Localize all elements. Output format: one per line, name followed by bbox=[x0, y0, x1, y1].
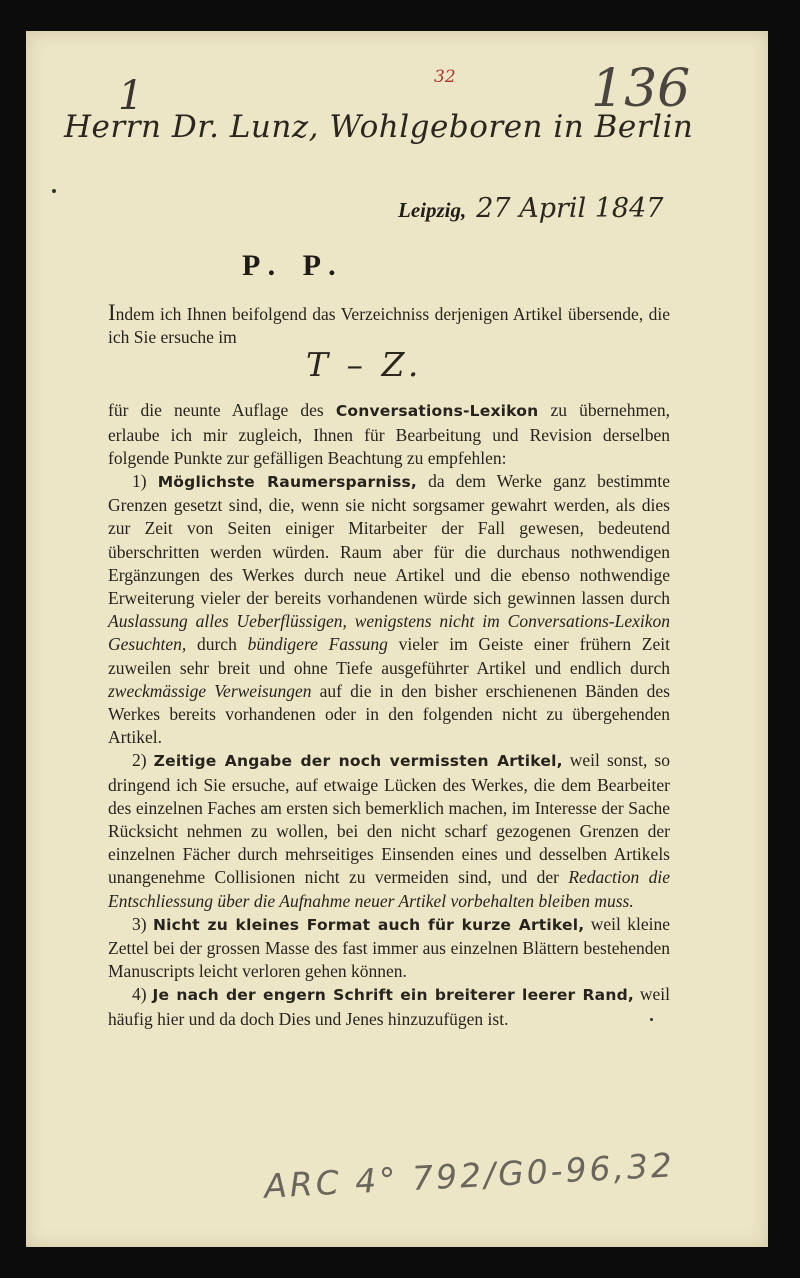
intro-bold-title: Conversations-Lexikon bbox=[335, 402, 539, 421]
point-italic: Auslassung alles Ueberflüssigen, wenigstens nicht im Conversations-Lexikon Gesuchten, bbox=[108, 611, 670, 655]
dateline-date-handwritten: 27 April 1847 bbox=[476, 193, 664, 224]
handwritten-number-left: 1 bbox=[118, 73, 144, 119]
point-heading: Möglichste Raumersparniss, bbox=[157, 473, 418, 492]
point-number: 4) bbox=[132, 984, 147, 1005]
point-4 bbox=[108, 983, 670, 1030]
point-3 bbox=[108, 913, 670, 984]
handwritten-number-right: 136 bbox=[591, 59, 691, 119]
ink-spot bbox=[650, 1018, 653, 1021]
point-number: 3) bbox=[132, 913, 147, 934]
point-number: 2) bbox=[132, 750, 147, 771]
point-text: auf die in den bisher erschienenen Bänden des Werkes bereits vorhandenen oder in den folgenden nicht zu übergehenden Artikel. bbox=[108, 680, 670, 748]
point-italic: zweckmässige Verweisungen bbox=[108, 680, 312, 701]
intro-initial: I bbox=[108, 300, 116, 325]
dateline-city: Leipzig, bbox=[398, 198, 467, 222]
ink-spot bbox=[52, 189, 56, 193]
intro-text-2: für die neunte Auflage des bbox=[108, 400, 336, 421]
letter-body bbox=[108, 301, 670, 1031]
dateline bbox=[398, 193, 663, 224]
point-italic: bündigere Fassung bbox=[247, 634, 388, 655]
salutation: P. P. bbox=[242, 249, 346, 282]
point-heading: Je nach der engern Schrift ein breiterer leerer Rand, bbox=[152, 986, 634, 1005]
point-heading: Zeitige Angabe der noch vermissten Artikel, bbox=[153, 752, 563, 771]
handwritten-subject: T – Z. bbox=[306, 345, 423, 385]
handwritten-addressee: Herrn Dr. Lunz, Wohlgeboren in Berlin bbox=[64, 109, 694, 145]
point-text: weil kleine Zettel bei der grossen Masse des fast immer aus einzelnen Blättern bestehenden Manuscripts leicht verloren gehen können. bbox=[108, 913, 670, 982]
point-italic: Redaction die Entschliessung über die Aufnahme neuer Artikel vorbehalten bleiben muss. bbox=[108, 867, 671, 911]
point-text: da dem Werke ganz bestimmte Grenzen gesetzt sind, die, wenn sie nicht sorgsamer gewahrt werden, als dies zur Zeit von Seiten einiger Mitarbeiter der Fall gewesen, bedeutend überschritten werden würden. Raum aber für die durchaus nothwendigen Ergänzungen des Werkes durch neue Artikel und die ebenso nothwendige Erweiterung vieler der bereits vorhandenen würde sich gewinnen lassen durch bbox=[108, 471, 671, 609]
intro-text-1: ndem ich Ihnen beifolgend das Verzeichniss derjenigen Artikel übersende, die ich Sie ersuche im bbox=[108, 304, 670, 348]
archive-shelfmark: ARC 4° 792/G0-96,32 bbox=[263, 1145, 676, 1206]
folio-number-red: 32 bbox=[434, 67, 456, 87]
point-text: vieler im Geiste einer frühern Zeit zuweilen sehr breit und ohne Tiefe ausgeführter Artikel und endlich durch bbox=[108, 634, 670, 678]
point-heading: Nicht zu kleines Format auch für kurze Artikel, bbox=[152, 915, 585, 934]
intro-paragraph bbox=[108, 301, 670, 470]
intro-text-3: zu übernehmen, erlaube ich mir zugleich, Ihnen für Bearbeitung und Revision derselben folgende Punkte zur gefälligen Beachtung zu empfehlen: bbox=[108, 400, 671, 468]
point-number: 1) bbox=[132, 471, 147, 492]
point-2 bbox=[108, 749, 670, 912]
point-text: weil sonst, so dringend ich Sie ersuche, auf etwaige Lücken des Werkes, die dem Bearbeiter des einzelnen Faches am ersten sich bemerklich machen, im Interesse der Sache Rücksicht nehmen zu wollen, bei den nicht scharf gezogenen Grenzen der einzelnen Fächer durch mehrseitiges Einsenden eines und desselben Artikels unangenehme Collisionen nicht zu vermeiden sind, und der bbox=[108, 750, 670, 888]
point-text: durch bbox=[186, 634, 248, 655]
point-1 bbox=[108, 470, 670, 749]
letter-sheet bbox=[26, 31, 768, 1247]
point-text: weil häufig hier und da doch Dies und Jenes hinzuzufügen ist. bbox=[108, 984, 671, 1029]
